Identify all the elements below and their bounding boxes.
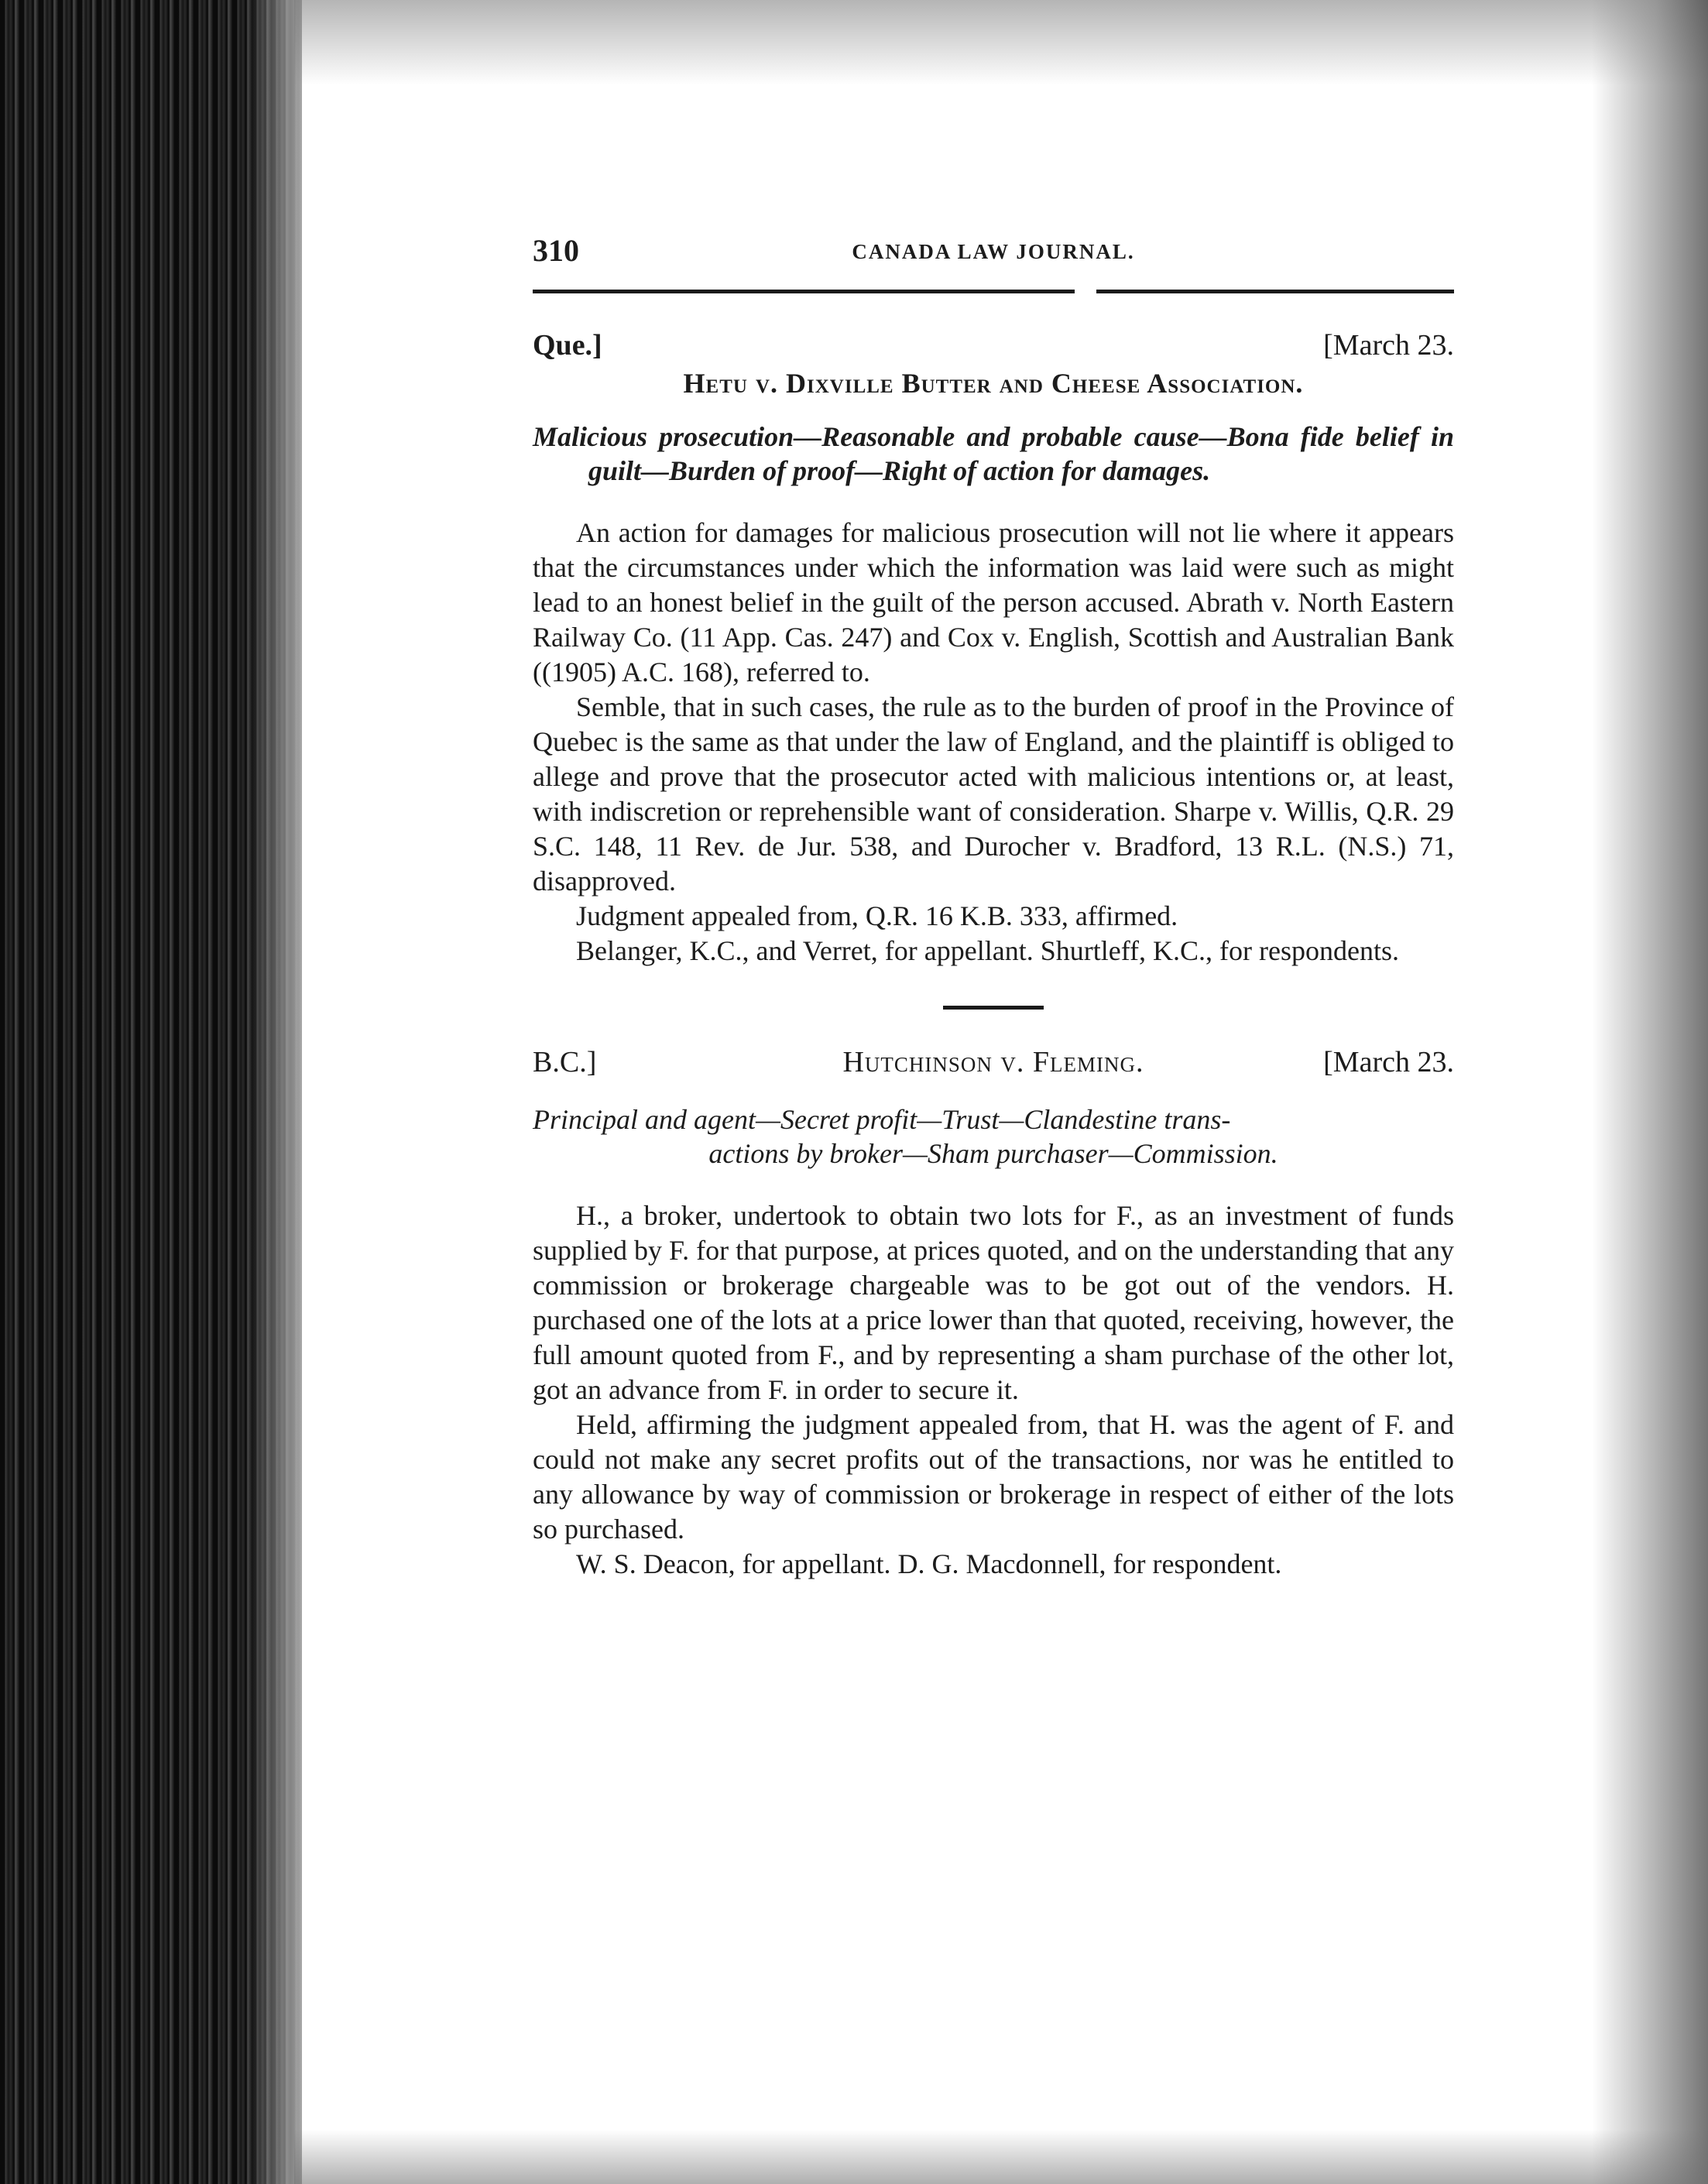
paragraph: Judgment appealed from, Q.R. 16 K.B. 333, affirmed. bbox=[576, 900, 1178, 931]
page-top-shadow bbox=[294, 0, 1708, 85]
case-date: [March 23. bbox=[1323, 1046, 1454, 1078]
case-title: Hetu v. Dixville Butter and Cheese Association. bbox=[683, 368, 1304, 399]
header-rule bbox=[533, 290, 1454, 300]
paragraph: Held, affirming the judgment appealed from, that H. was the agent of F. and could not make any secret profits out of the transactions, nor was he entitled to any allowance by way of commission or brokerage in respect of either of the lots so purchased. bbox=[533, 1409, 1454, 1545]
case-hetu bbox=[533, 328, 1454, 969]
headnote: Malicious prosecution—Reasonable and probable cause—Bona fide belief in guilt—Burden of proof—Right of action for damages. bbox=[533, 421, 1454, 486]
paragraph: An action for damages for malicious prosecution will not lie where it appears that the circumstances under which the information was laid were such as might lead to an honest belief in the guilt of the person accused. Abrath v. North Eastern Railway Co. (11 App. Cas. 247) and Cox v. English, Scottish and Australian Bank ((1905) A.C. 168), referred to. bbox=[533, 517, 1454, 687]
paragraph: W. S. Deacon, for appellant. D. G. Macdonnell, for respondent. bbox=[576, 1548, 1282, 1579]
court-label: B.C.] bbox=[533, 1046, 597, 1078]
case-hutchinson bbox=[533, 1045, 1454, 1582]
court-line bbox=[533, 1045, 1454, 1082]
book-binding-edge bbox=[0, 0, 302, 2184]
paragraph: Semble, that in such cases, the rule as to the burden of proof in the Province of Quebec is the same as that under the law of England, and the plaintiff is obliged to allege and prove that the prosecutor acted with malicious intentions or, at least, with indiscretion or reprehensible want of consideration. Sharpe v. Willis, Q.R. 29 S.C. 148, 11 Rev. de Jur. 538, and Durocher v. Bradford, 13 R.L. (N.S.) 71, disapproved. bbox=[533, 691, 1454, 897]
running-head bbox=[533, 232, 1454, 279]
court-line bbox=[533, 328, 1454, 365]
court-label: Que.] bbox=[533, 329, 602, 362]
page-bottom-shadow bbox=[294, 2130, 1708, 2184]
paragraph: H., a broker, undertook to obtain two lots for F., as an investment of funds supplied by F. for that purpose, at prices quoted, and on the understanding that any commission or brokerage chargeable was to be got out of the vendors. H. purchased one of the lots at a price lower than that quoted, receiving, however, the full amount quoted from F., and by representing a sham purchase of the other lot, got an advance from F. in order to secure it. bbox=[533, 1200, 1454, 1405]
journal-title: CANADA LAW JOURNAL. bbox=[852, 240, 1135, 263]
case-title: Hutchinson v. Fleming. bbox=[842, 1046, 1144, 1078]
case-divider bbox=[943, 1006, 1044, 1010]
paragraph: Belanger, K.C., and Verret, for appellant. Shurtleff, K.C., for respondents. bbox=[576, 935, 1399, 966]
case-date: [March 23. bbox=[1323, 329, 1454, 362]
journal-page bbox=[533, 232, 1454, 1582]
page-number: 310 bbox=[533, 233, 579, 268]
headnote-continuation: actions by broker—Sham purchaser—Commission. bbox=[708, 1138, 1278, 1169]
headnote: Principal and agent—Secret profit—Trust—Clandestine trans- bbox=[533, 1104, 1231, 1135]
page-right-shadow bbox=[1592, 0, 1708, 2184]
